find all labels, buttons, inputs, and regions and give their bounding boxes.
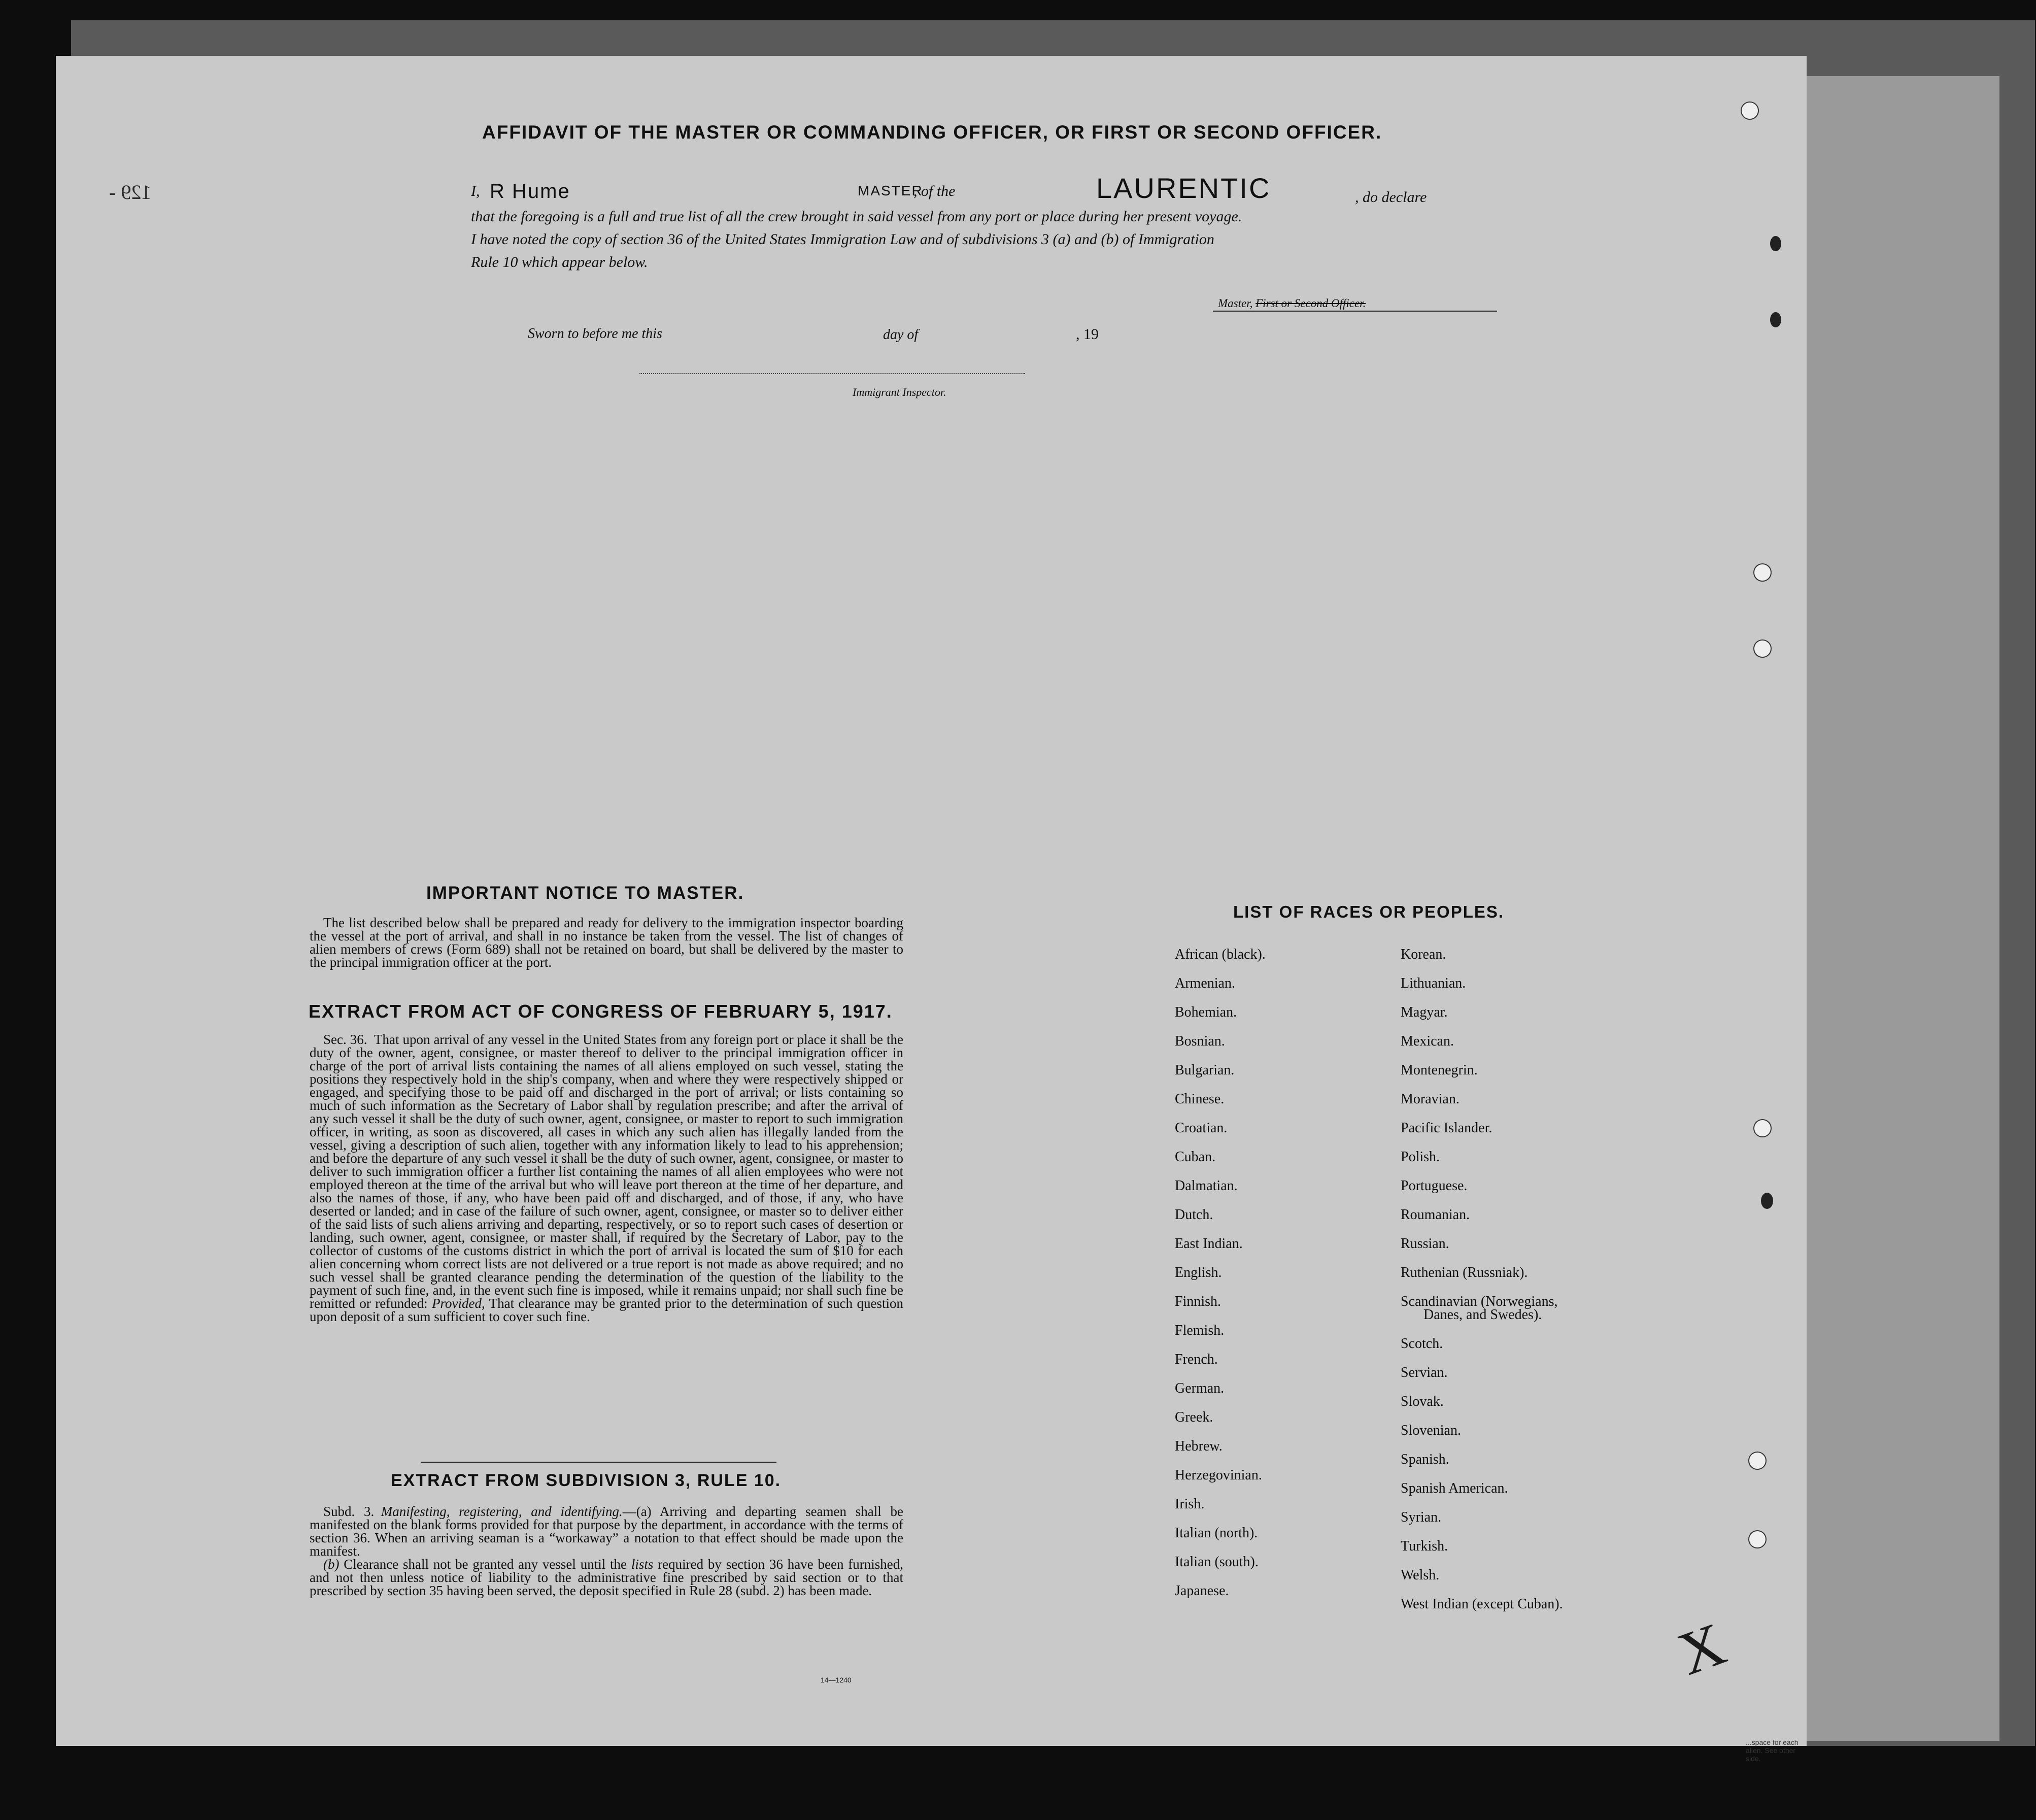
race-item: West Indian (except Cuban). (1401, 1596, 1563, 1612)
punch-hole (1753, 1119, 1772, 1137)
strip-note: ...space for each alien. See other side. (1746, 1738, 1799, 1763)
race-item: Korean. (1401, 947, 1446, 962)
race-item: Moravian. (1401, 1091, 1460, 1107)
race-item: Turkish. (1401, 1538, 1448, 1554)
punch-hole (1741, 102, 1759, 120)
race-item: German. (1175, 1380, 1225, 1396)
section-divider (421, 1462, 776, 1463)
race-item: Finnish. (1175, 1294, 1221, 1309)
declaration-line-3: Rule 10 which appear below. (471, 254, 648, 271)
race-item: Irish. (1175, 1496, 1205, 1512)
race-item: Polish. (1401, 1149, 1440, 1165)
race-item: Bosnian. (1175, 1033, 1225, 1049)
race-item: Spanish. (1401, 1451, 1449, 1467)
race-item: Croatian. (1175, 1120, 1228, 1136)
notice-body (310, 916, 903, 969)
race-item: Dalmatian. (1175, 1178, 1238, 1194)
declaration-line-1: that the foregoing is a full and true list of all the crew brought in said vessel from any port or place during her present voyage. (471, 208, 1242, 225)
ink-blot (1761, 1193, 1773, 1209)
subdivision-para-b (310, 1558, 903, 1597)
race-item: Bulgarian. (1175, 1062, 1235, 1078)
section-text-end: That clearance may be granted prior to the determination of such question upon deposit of a sum sufficient to cover such fine. (310, 1296, 904, 1324)
affidavit-title: AFFIDAVIT OF THE MASTER OR COMMANDING OFFICER, OR FIRST OR SECOND OFFICER. (482, 122, 1382, 143)
year-prefix: , 19 (1076, 326, 1099, 343)
race-item: Flemish. (1175, 1323, 1225, 1338)
inspector-label: Immigrant Inspector. (853, 386, 946, 398)
punch-hole (1748, 1452, 1767, 1470)
race-item: Russian. (1401, 1236, 1449, 1252)
race-item: Danes, and Swedes). (1423, 1306, 1542, 1323)
ink-blot (1770, 312, 1781, 327)
para-a-text: —(a) Arriving and departing seamen shall be manifested on the blank forms provided for that purpose by the department, in accordance with the terms of section 36. When an arriving seaman is a “workaway” a notation to that effect should be made upon the manifest. (310, 1504, 903, 1559)
race-item: Slovenian. (1401, 1422, 1461, 1438)
manifest-page (56, 56, 1807, 1763)
race-item: African (black). (1175, 947, 1266, 962)
race-item: Japanese. (1175, 1583, 1229, 1599)
signer-title-kept: Master, (1218, 297, 1253, 310)
race-item: French. (1175, 1352, 1218, 1367)
subd-heading: Manifesting, registering, and identifying. (381, 1504, 623, 1519)
inspector-signature-line (639, 373, 1025, 374)
signer-title-struck: First or Second Officer. (1255, 297, 1366, 310)
race-item: Mexican. (1401, 1033, 1454, 1049)
master-name: R Hume (490, 180, 570, 203)
ink-blot (1770, 236, 1781, 251)
race-item: Bohemian. (1175, 1004, 1237, 1020)
rank-handwritten: MASTER (858, 183, 923, 198)
race-item: Spanish American. (1401, 1480, 1508, 1496)
day-of-label: day of (883, 327, 919, 343)
extract-act-title: EXTRACT FROM ACT OF CONGRESS OF FEBRUARY 5, 1917. (309, 1001, 893, 1022)
section-label: Sec. 36. (323, 1032, 367, 1047)
extract-rule-title: EXTRACT FROM SUBDIVISION 3, RULE 10. (391, 1471, 782, 1490)
para-b-lists: lists (631, 1557, 654, 1572)
races-title: LIST OF RACES OR PEOPLES. (1233, 902, 1505, 921)
section-36-body (310, 1033, 903, 1323)
i-label: I, (471, 183, 480, 199)
subd-label: Subd. 3. (323, 1504, 375, 1519)
race-item: Cuban. (1175, 1149, 1216, 1165)
race-item: Herzegovinian. (1175, 1467, 1262, 1483)
para-b-text-1: Clearance shall not be granted any vessel until the (344, 1557, 627, 1572)
race-item: English. (1175, 1265, 1222, 1280)
race-item: Welsh. (1401, 1567, 1440, 1583)
para-b-text-2: required by section 36 have been furnished, and not then unless notice of liability to the administrative fine prescribed by said section or to that prescribed by section 35 having been served, the deposit specified in Rule 28 (subd. 2) has been made. (310, 1557, 904, 1598)
section-text: That upon arrival of any vessel in the United States from any foreign port or place it shall be the duty of the owner, agent, consignee, or master thereof to deliver to the principal immigration officer in charge of the port of arrival lists containing the names of all aliens employed on such vessel, stating the positions they respectively hold in the ship's company, when and where they were respectively shipped or engaged, and specifying those to be paid off and discharged in the port of arrival; or lists containing so much of such information as the Secretary of Labor shall by regulation prescribe; and after the arrival of any such vessel it shall be the duty of such owner, agent, consignee, or master to report to such immigration officer, in writing, as soon as discovered, all cases in which any such alien has illegally landed from the vessel, giving a description of such alien, together with any information likely to lead to his apprehension; and before the departure of any such vessel it shall be the duty of such owner, agent, consignee, or master to deliver to such immigration officer a further list containing the names of all alien employees who were not employed thereon at the time of the arrival but who will leave port thereon at the time of her departure, and also the names of those, if any, who have been paid off and discharged, and of those, if any, who have deserted or landed; and in case of the failure of such owner, agent, consignee, or master so to deliver either of the said lists of such aliens arriving and departing, respectively, or so to report such cases of desertion or landing, such owner, agent, consignee, or master shall, if required by the Secretary of Labor, pay to the collector of customs of the customs district in which the port of arrival is located the sum of $10 for each alien concerning whom correct lists are not delivered or a true report is not made as above required; and no such vessel shall be granted clearance pending the determination of the question of the liability to the payment of such fine, and, in the event such fine is imposed, while it remains unpaid; nor shall such fine be remitted or refunded: (310, 1032, 904, 1311)
race-item: Dutch. (1175, 1207, 1213, 1223)
page-mark: X (1669, 1609, 1734, 1688)
race-item: Montenegrin. (1401, 1062, 1478, 1078)
race-item: Portuguese. (1401, 1178, 1468, 1194)
declaration-line-2: I have noted the copy of section 36 of the United States Immigration Law and of subdivisions 3 (a) and (b) of Immigration (471, 231, 1214, 248)
punch-hole (1753, 563, 1772, 582)
race-item: Scandinavian (Norwegians, (1401, 1294, 1558, 1309)
signature-line (1213, 311, 1497, 312)
notice-text: The list described below shall be prepared and ready for delivery to the immigration inspector boarding the vessel at the port of arrival, and shall in no instance be taken from the vessel. The list of changes of alien members of crews (Form 689) shall not be retained on board, but shall be delivered by the master to the principal immigration officer at the port. (310, 915, 903, 970)
punch-hole (1753, 639, 1772, 658)
race-item: Italian (north). (1175, 1525, 1258, 1541)
punch-hole (1748, 1530, 1767, 1548)
notice-title: IMPORTANT NOTICE TO MASTER. (426, 883, 744, 903)
stamped-number: 129 - (109, 181, 152, 204)
race-item: Armenian. (1175, 975, 1235, 991)
race-item: Chinese. (1175, 1091, 1225, 1107)
race-item: Pacific Islander. (1401, 1120, 1492, 1136)
subdivision-para-a (310, 1505, 903, 1558)
race-item: Roumanian. (1401, 1207, 1470, 1223)
race-item: Lithuanian. (1401, 975, 1466, 991)
para-b-label: (b) (323, 1557, 340, 1572)
race-item: Slovak. (1401, 1393, 1444, 1409)
underlying-strip (1807, 76, 1999, 1741)
sworn-text: Sworn to before me this (528, 326, 662, 342)
race-item: Servian. (1401, 1364, 1448, 1380)
signer-title (1218, 297, 1366, 310)
race-item: Italian (south). (1175, 1554, 1259, 1570)
race-item: Hebrew. (1175, 1438, 1223, 1454)
race-item: Syrian. (1401, 1509, 1442, 1525)
race-item: Magyar. (1401, 1004, 1448, 1020)
ship-name: LAURENTIC (1096, 172, 1271, 204)
of-the-label: , of the (913, 183, 956, 199)
race-item: East Indian. (1175, 1236, 1243, 1252)
subdivision-body (310, 1505, 903, 1597)
race-item: Greek. (1175, 1409, 1213, 1425)
race-item: Scotch. (1401, 1335, 1443, 1352)
provided-word: Provided, (432, 1296, 485, 1311)
do-declare-label: , do declare (1355, 189, 1427, 206)
race-item: Ruthenian (Russniak). (1401, 1265, 1528, 1280)
form-number: 14—1240 (821, 1676, 852, 1684)
